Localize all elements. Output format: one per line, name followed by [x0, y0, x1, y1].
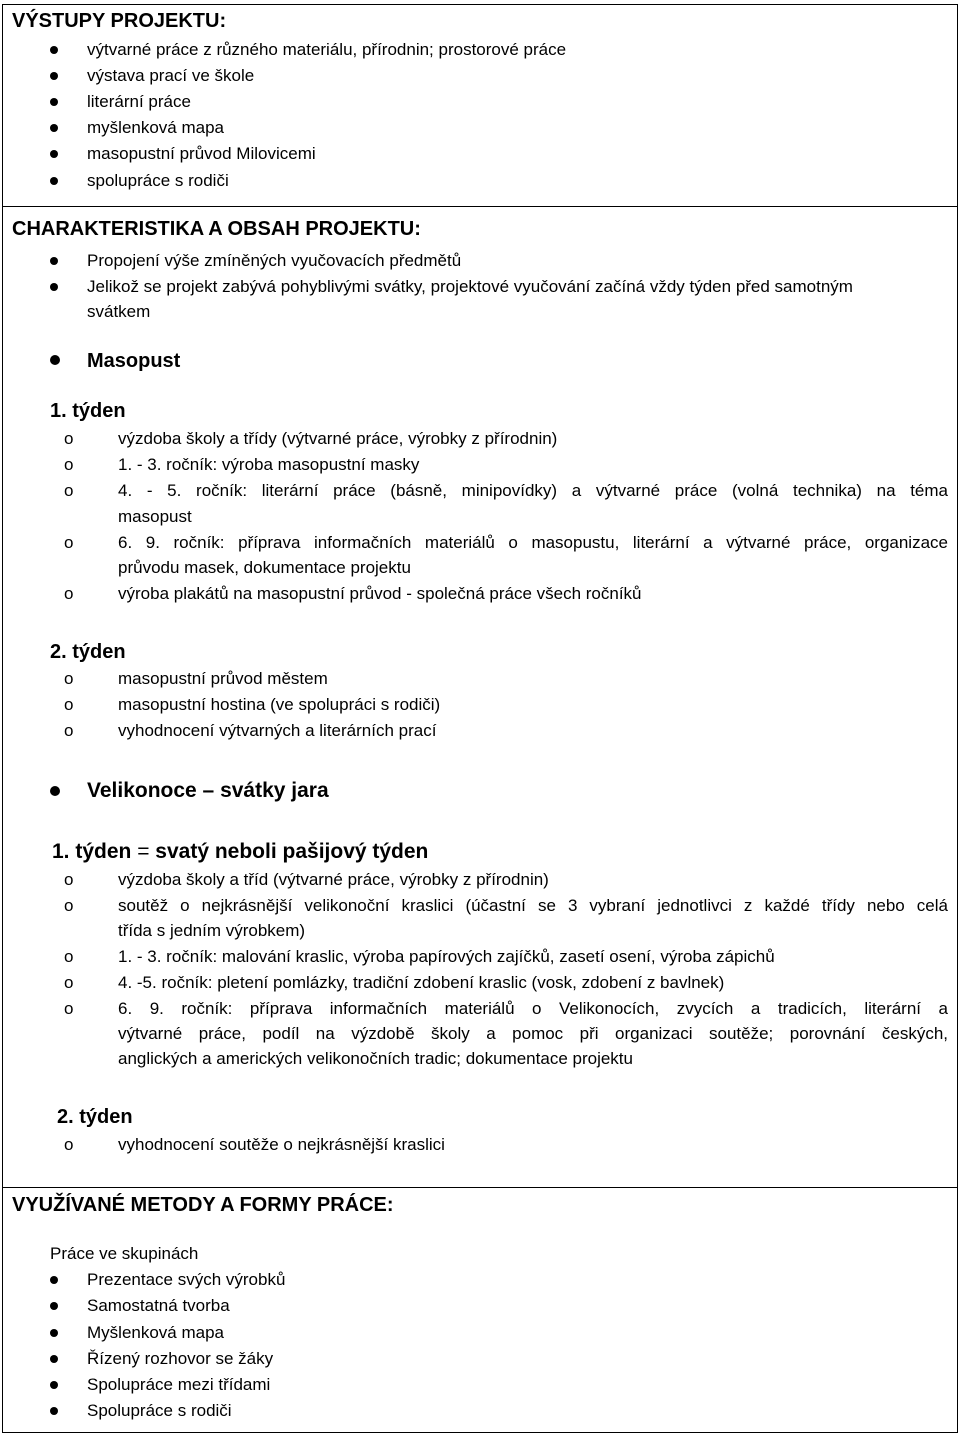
list-item: výzdoba školy a třídy (výtvarné práce, výrobky z přírodnin)	[118, 429, 558, 448]
metody-intro: Práce ve skupinách	[50, 1244, 199, 1263]
circle-bullet-icon: o	[64, 584, 74, 603]
list-item: literární práce	[87, 92, 191, 111]
list-item: spolupráce s rodiči	[87, 171, 229, 190]
velikonoce-title: Velikonoce – svátky jara	[87, 779, 329, 802]
bullet-icon	[50, 1407, 58, 1415]
week-title: 2. týden	[57, 1106, 133, 1128]
circle-bullet-icon: o	[64, 669, 74, 688]
list-item: výroba plakátů na masopustní průvod - společná práce všech ročníků	[118, 584, 642, 603]
circle-bullet-icon: o	[64, 870, 74, 889]
list-item: 1. - 3. ročník: výroba masopustní masky	[118, 455, 420, 474]
list-item: vyhodnocení výtvarných a literárních prací	[118, 721, 437, 740]
section-heading-metody: VYUŽÍVANÉ METODY A FORMY PRÁCE:	[12, 1194, 394, 1216]
bullet-icon	[50, 72, 58, 80]
list-item: myšlenková mapa	[87, 118, 225, 137]
list-item: Prezentace svých výrobků	[87, 1270, 286, 1289]
list-item: výzdoba školy a tříd (výtvarné práce, výrobky z přírodnin)	[118, 870, 549, 889]
list-item-continuation: průvodu masek, dokumentace projektu	[118, 558, 411, 577]
list-item: soutěž o nejkrásnější velikonoční kraslici (účastní se 3 vybraní jednotlivci z každé třídy nebo celá	[118, 896, 948, 915]
circle-bullet-icon: o	[64, 1135, 74, 1154]
list-item: Myšlenková mapa	[87, 1323, 225, 1342]
bullet-icon	[50, 177, 58, 185]
week-title-equals: =	[131, 840, 156, 863]
bullet-icon	[50, 98, 58, 106]
bullet-icon	[50, 786, 60, 796]
week-title: 2. týden	[50, 641, 126, 663]
circle-bullet-icon: o	[64, 481, 74, 500]
circle-bullet-icon: o	[64, 973, 74, 992]
bullet-icon	[50, 1355, 58, 1363]
week-title-number: 1. týden	[52, 840, 132, 863]
section-heading-charakteristika: CHARAKTERISTIKA A OBSAH PROJEKTU:	[12, 218, 421, 240]
list-item: masopustní průvod Milovicemi	[87, 144, 316, 163]
circle-bullet-icon: o	[64, 721, 74, 740]
bullet-icon	[50, 257, 58, 265]
bullet-icon	[50, 150, 58, 158]
list-item-continuation: svátkem	[87, 302, 151, 321]
list-item: 4. -5. ročník: pletení pomlázky, tradiční zdobení kraslic (vosk, zdobení z bavlnek)	[118, 973, 725, 992]
circle-bullet-icon: o	[64, 695, 74, 714]
list-item: výstava prací ve škole	[87, 66, 255, 85]
list-item-continuation: výtvarné práce, podíl na výzdobě školy a pomoc při organizaci soutěže; porovnání českých,	[118, 1024, 948, 1043]
list-item-continuation: anglických a amerických velikonočních tradic; dokumentace projektu	[118, 1049, 633, 1068]
list-item-continuation: třída s jedním výrobkem)	[118, 921, 306, 940]
list-item: 6. 9. ročník: příprava informačních materiálů o masopustu, literární a výtvarné práce, organizace	[118, 533, 948, 552]
list-item: Jelikož se projekt zabývá pohyblivými svátky, projektové vyučování začíná vždy týden před samotným	[87, 277, 853, 296]
bullet-icon	[50, 1381, 58, 1389]
list-item: 4. - 5. ročník: literární práce (básně, minipovídky) a výtvarné práce (volná technika) na téma	[118, 481, 948, 500]
week-title-velikonoce	[52, 839, 428, 865]
list-item: Spolupráce mezi třídami	[87, 1375, 271, 1394]
circle-bullet-icon: o	[64, 533, 74, 552]
circle-bullet-icon: o	[64, 455, 74, 474]
list-item: Spolupráce s rodiči	[87, 1401, 232, 1420]
week-title: 1. týden	[50, 400, 126, 422]
list-item: Samostatná tvorba	[87, 1296, 230, 1315]
circle-bullet-icon: o	[64, 429, 74, 448]
list-item-continuation: masopust	[118, 507, 192, 526]
section-heading-vystupy: VÝSTUPY PROJEKTU:	[12, 10, 227, 32]
circle-bullet-icon: o	[64, 896, 74, 915]
bullet-icon	[50, 46, 58, 54]
list-item: masopustní průvod městem	[118, 669, 328, 688]
week-title-name: svatý neboli pašijový týden	[155, 840, 429, 863]
list-item: 6. 9. ročník: příprava informačních materiálů o Velikonocích, zvycích a tradicích, literární a	[118, 999, 948, 1018]
bullet-icon	[50, 355, 60, 365]
bullet-icon	[50, 124, 58, 132]
bullet-icon	[50, 1302, 58, 1310]
list-item: Propojení výše zmíněných vyučovacích předmětů	[87, 251, 462, 270]
list-item: 1. - 3. ročník: malování kraslic, výroba papírových zajíčků, zasetí osení, výroba zápichů	[118, 947, 775, 966]
circle-bullet-icon: o	[64, 947, 74, 966]
bullet-icon	[50, 1329, 58, 1337]
bullet-icon	[50, 1276, 58, 1284]
list-item: Řízený rozhovor se žáky	[87, 1349, 274, 1368]
bullet-icon	[50, 283, 58, 291]
masopust-title: Masopust	[87, 350, 181, 372]
list-item: výtvarné práce z různého materiálu, přírodnin; prostorové práce	[87, 40, 567, 59]
list-item: masopustní hostina (ve spolupráci s rodiči)	[118, 695, 441, 714]
circle-bullet-icon: o	[64, 999, 74, 1018]
list-item: vyhodnocení soutěže o nejkrásnější kraslici	[118, 1135, 445, 1154]
